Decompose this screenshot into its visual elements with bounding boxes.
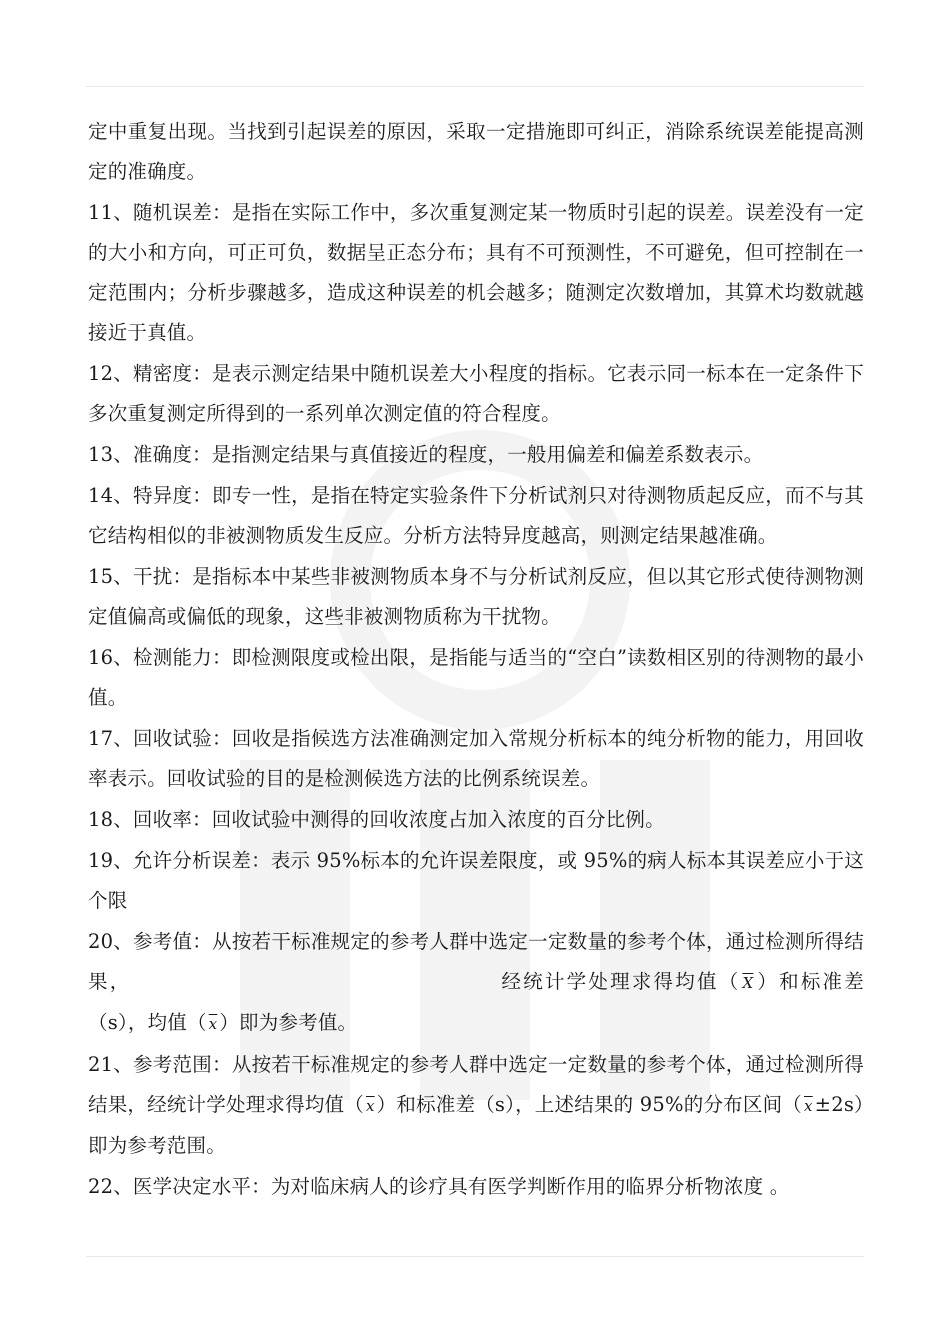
paragraph-continuation: 定中重复出现。当找到引起误差的原因，采取一定措施即可纠正，消除系统误差能提高测定的准确度。 [88, 120, 864, 183]
paragraph-21 [88, 1045, 864, 1166]
paragraph-22: 22、医学决定水平：为对临床病人的诊疗具有医学判断作用的临界分析物浓度 。 [88, 1175, 790, 1198]
paragraph-20-part4: ）即为参考值。 [219, 1011, 358, 1034]
document-body [88, 112, 864, 1208]
paragraph-21-part3: ±2s）即为参考范围。 [88, 1093, 864, 1157]
paragraph-13: 13、准确度：是指测定结果与真值接近的程度，一般用偏差和偏差系数表示。 [88, 443, 764, 466]
footer-rule [86, 1256, 864, 1257]
mean-symbol: $\overline{x}$ [804, 1097, 813, 1115]
paragraph-21-part2: ）和标准差（s），上述结果的 95%的分布区间（ [376, 1093, 802, 1116]
paragraph-14: 14、特异度：即专一性，是指在特定实验条件下分析试剂只对待测物质起反应，而不与其它结构相似的非被测物质发生反应。分析方法特异度越高，则测定结果越准确。 [88, 484, 864, 547]
paragraph-16: 16、检测能力：即检测限度或检出限，是指能与适当的“空白”读数相区别的待测物的最小值。 [88, 646, 864, 709]
paragraph-18: 18、回收率：回收试验中测得的回收浓度占加入浓度的百分比例。 [88, 808, 665, 831]
mean-symbol: $\overline{x}$ [365, 1097, 375, 1115]
paragraph-20-part3: ）和标准差（s），均值（ [88, 970, 864, 1034]
header-rule [86, 86, 864, 87]
paragraph-12: 12、精密度：是表示测定结果中随机误差大小程度的指标。它表示同一标本在一定条件下多次重复测定所得到的一系列单次测定值的符合程度。 [88, 362, 864, 425]
paragraph-15: 15、干扰：是指标本中某些非被测物质本身不与分析试剂反应，但以其它形式使待测物测定值偏高或偏低的现象，这些非被测物质称为干扰物。 [88, 565, 864, 628]
paragraph-17: 17、回收试验：回收是指候选方法准确测定加入常规分析标本的纯分析物的能力，用回收率表示。回收试验的目的是检测候选方法的比例系统误差。 [88, 727, 864, 790]
paragraph-20-part2: 经统计学处理求得均值（ [499, 970, 741, 993]
paragraph-11: 11、随机误差：是指在实际工作中，多次重复测定某一物质时引起的误差。误差没有一定的大小和方向，可正可负，数据呈正态分布；具有不可预测性，不可避免，但可控制在一定范围内；分析步骤越多，造成这种误差的机会越多；随测定次数增加，其算术均数就越接近于真值。 [88, 201, 864, 344]
paragraph-19: 19、允许分析误差：表示 95%标本的允许误差限度，或 95%的病人标本其误差应小于这个限 [88, 849, 864, 912]
mean-symbol: $\overline{x}$ [208, 1015, 218, 1033]
paragraph-20-part1: 20、参考值：从按若干标准规定的参考人群中选定一定数量的参考个体，通过检测所得结果， [88, 930, 864, 993]
paragraph-21-part1: 21、参考范围：从按若干标准规定的参考人群中选定一定数量的参考个体，通过检测所得结果，经统计学处理求得均值（ [88, 1053, 864, 1116]
mean-symbol: $\overline{X}$ [742, 974, 754, 992]
paragraph-20 [88, 922, 864, 1044]
